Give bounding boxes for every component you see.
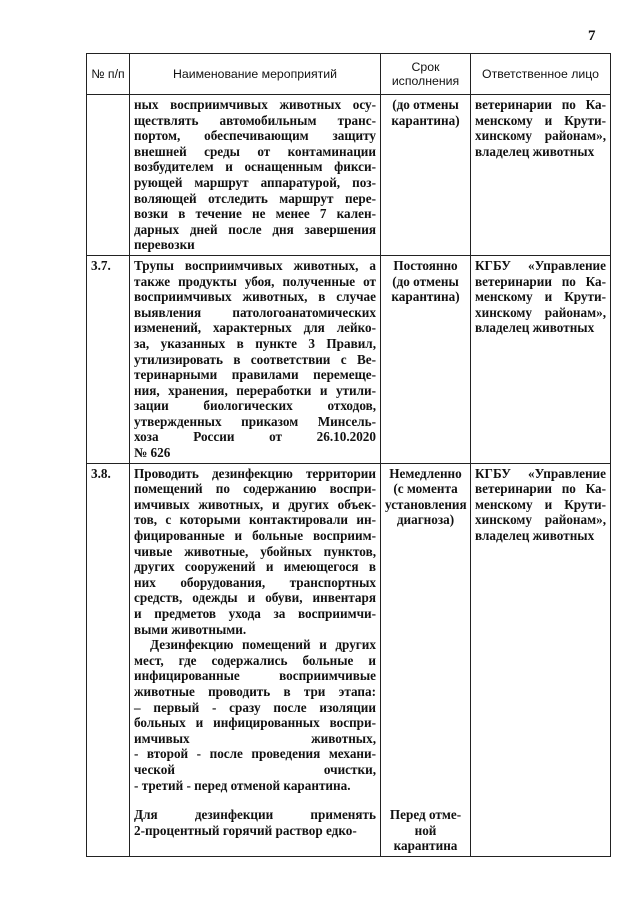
text-line: других сооружений и имеющегося в — [134, 559, 376, 575]
row-term — [381, 463, 471, 856]
text-line: ветеринарии по Ка- — [475, 481, 606, 497]
text-line: карантина) — [391, 289, 460, 305]
text-line: возбудителем и оснащенным фикси- — [134, 159, 376, 175]
text-line: владелец животных — [475, 528, 595, 544]
text-line: воляющей отследить маршрут пере- — [134, 190, 376, 206]
text-line: карантина) — [391, 112, 460, 128]
text-line: (с момента — [393, 481, 458, 497]
text-line: установления — [385, 496, 467, 512]
text-line: Немедленно — [389, 465, 462, 481]
row-name — [130, 255, 381, 463]
text-line: хоза России от 26.10.2020 — [134, 429, 376, 445]
text-line: зации биологических отходов, — [134, 398, 376, 414]
text-line: них оборудования, транспортных — [134, 574, 376, 590]
header-resp: Ответственное лицо — [471, 54, 611, 95]
row-num: 3.7. — [87, 255, 130, 463]
text-line: дарных дней после дня завершения — [134, 221, 376, 237]
text-line: средств, одежды и обуви, инвентаря — [134, 590, 376, 606]
page-number: 7 — [588, 28, 596, 44]
text-line: владелец животных — [475, 143, 595, 159]
text-line: Перед отме- — [389, 807, 462, 823]
text-line: диагноза) — [396, 512, 455, 528]
table-row — [87, 463, 611, 856]
text-line: Дезинфекцию помещений и других — [150, 637, 376, 653]
row-term — [381, 95, 471, 256]
text-line: выми животными. — [134, 621, 247, 637]
text-line: (до отмены — [392, 273, 459, 289]
header-name: Наименование мероприятий — [130, 54, 381, 95]
text-line: животные проводить в три этапа: — [134, 683, 376, 699]
header-num: № п/п — [87, 54, 130, 95]
text-line: (до отмены — [392, 97, 459, 112]
text-line: менскому и Крути- — [475, 496, 606, 512]
table-row — [87, 255, 611, 463]
text-line: также продукты убоя, полученные от — [134, 273, 376, 289]
text-line: мест, где содержались больные и — [134, 652, 376, 668]
row-name — [130, 95, 381, 256]
text-line: хинскому районам», — [475, 512, 606, 528]
text-line: КГБУ «Управление — [475, 257, 606, 273]
text-line: изменений, характерных для лейко- — [134, 320, 376, 336]
text-line: имчивых животных, — [134, 730, 376, 746]
text-line: рующей маршрут аппаратурой, поз- — [134, 174, 376, 190]
text-line: теринарными правилами перемеще- — [134, 367, 376, 383]
text-line: тов, с которыми контактировали ин- — [134, 512, 376, 528]
header-term: Срок исполнения — [381, 54, 471, 95]
row-resp — [471, 255, 611, 463]
text-line: 2-процентный горячий раствор едко- — [134, 822, 357, 838]
text-line: Для дезинфекции применять — [134, 807, 376, 823]
text-line: инфицированные восприимчивые — [134, 668, 376, 684]
text-line: КГБУ «Управление — [475, 465, 606, 481]
text-line: владелец животных — [475, 320, 595, 336]
text-line: утилизировать в соответствии с Ве- — [134, 351, 376, 367]
text-line: за, указанных в пункте 3 Правил, — [134, 335, 376, 351]
text-line: выявления патологоанатомических — [134, 304, 376, 320]
text-line: помещений по содержанию воспри- — [134, 481, 376, 497]
text-line: № 626 — [134, 445, 171, 461]
text-line: Проводить дезинфекцию территории — [134, 465, 376, 481]
text-line: ческой очистки, — [134, 761, 376, 777]
row-term — [381, 255, 471, 463]
text-line: Трупы восприимчивых животных, а — [134, 257, 376, 273]
text-line: портом, обеспечивающим защиту — [134, 128, 376, 144]
text-line: - второй - после проведения механи- — [134, 746, 376, 762]
text-line: и предметов ухода за восприимчи- — [134, 606, 376, 621]
text-line: хинскому районам», — [475, 304, 606, 320]
table-row — [87, 95, 611, 256]
text-line: ществлять автомобильным транс- — [134, 112, 376, 128]
row-resp — [471, 463, 611, 856]
text-line: менскому и Крути- — [475, 289, 606, 305]
text-line: ных восприимчивых животных осу- — [134, 97, 376, 112]
text-line: - третий - перед отменой карантина. — [134, 777, 351, 793]
text-line: чивые животные, убойных пунктов, — [134, 543, 376, 559]
text-line: восприимчивых животных, в случае — [134, 289, 376, 305]
text-line: ной карантина — [393, 822, 458, 854]
text-line: фицированные и больные восприим- — [134, 528, 376, 544]
text-line: утвержденных приказом Минсель- — [134, 413, 376, 429]
text-line: имчивых животных, и других объек- — [134, 496, 376, 512]
text-line: внешней среды от контаминации — [134, 143, 376, 159]
text-line: ния, хранения, переработки и утили- — [134, 382, 376, 398]
text-line: возки в течение не менее 7 кален- — [134, 206, 376, 222]
row-num — [87, 95, 130, 256]
row-num: 3.8. — [87, 463, 130, 856]
text-line: – первый - сразу после изоляции — [134, 699, 376, 715]
row-name — [130, 463, 381, 856]
text-line: ветеринарии по Ка- — [475, 273, 606, 289]
table-header-row — [87, 54, 611, 95]
text-line: перевозки — [134, 237, 195, 253]
text-line: больных и инфицированных воспри- — [134, 715, 376, 731]
text-line: менскому и Крути- — [475, 112, 606, 128]
text-line: Постоянно — [393, 257, 458, 273]
measures-table — [86, 53, 611, 857]
row-resp — [471, 95, 611, 256]
text-line: ветеринарии по Ка- — [475, 97, 606, 112]
text-line: хинскому районам», — [475, 128, 606, 144]
